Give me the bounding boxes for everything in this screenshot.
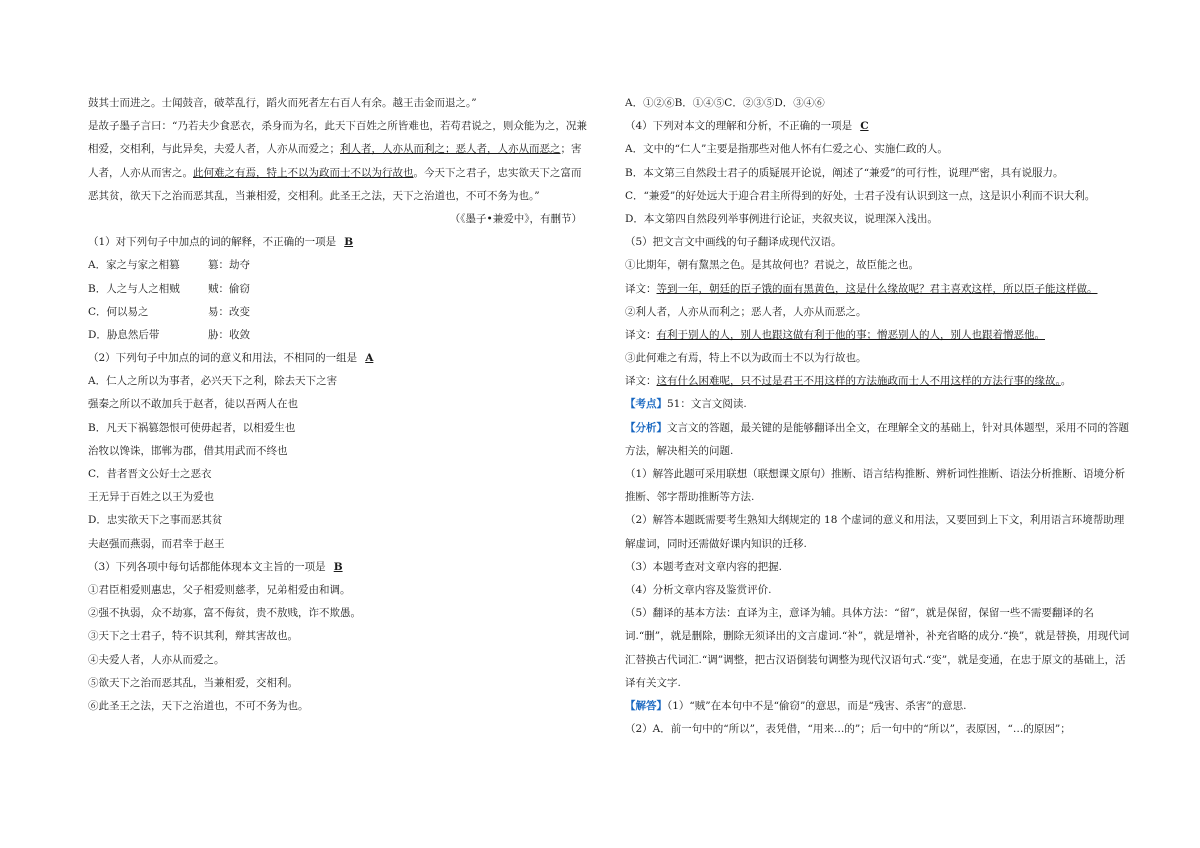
option-line: C．“兼爱”的好处远大于迎合君主所得到的好处，士君子没有认识到这一点，这是识小利而不识大利。: [625, 189, 1096, 202]
option-row: D．胁息然后带 胁：收敛: [88, 328, 250, 341]
option-line: B．凡天下祸篡怨恨可使毋起者，以相爱生也: [88, 421, 296, 434]
option-line: A．文中的“仁人”主要是指那些对他人怀有仁爱之心、实施仁政的人。: [625, 143, 948, 156]
right-column: [625, 92, 1130, 741]
question-3-options: A．①②⑥B．①④⑤C．②③⑤D．③④⑥: [625, 97, 825, 109]
left-column: [88, 92, 588, 718]
option-line: A．仁人之所以为事者，必兴天下之利，除去天下之害: [88, 375, 338, 388]
statement-line: ②强不执弱，众不劫寡，富不侮贫，贵不敖贱，诈不欺愚。: [88, 607, 361, 620]
option-line: 夫赵强而燕弱，而君幸于赵王: [88, 537, 225, 550]
option-row: B．人之与人之相贼 贼：偷窃: [88, 282, 250, 295]
passage-line: 恶其贫，欲天下之治而恶其乱，当兼相爱，交相利。此圣王之法，天下之治道也，不可不务为也。”: [88, 189, 540, 202]
answer: C: [860, 120, 869, 133]
passage-line: 是故子墨子言曰：“乃若夫少食恶衣，杀身而为名，此天下百姓之所皆难也，若苟君说之，则众能为之，况兼: [88, 120, 587, 133]
fenxi-tag: 【分析】: [625, 421, 667, 434]
passage-line: 人者，人亦从而害之。此何难之有焉，特上不以为政而士不以为行故也。今天下之君子，忠实欲天下之富而: [88, 166, 582, 179]
question-3-stem: （3）下列各项中每句话都能体现本文主旨的一项是 B: [88, 556, 588, 579]
question-1-stem: （1）对下列句子中加点的词的解释，不正确的一项是 B: [88, 231, 588, 254]
passage-line: 相爱，交相利，与此异矣，夫爱人者，人亦从而爱之；利人者，人亦从而利之；恶人者，人亦从而恶之；害: [88, 143, 582, 156]
statement-line: ③天下之士君子，特不识其利，辩其害故也。: [88, 630, 298, 643]
kaodian-line: 【考点】51：文言文阅读.: [625, 398, 747, 411]
answer: B: [333, 560, 343, 573]
analysis-line: （5）翻译的基本方法：直译为主，意译为辅。具体方法：“留”，就是保留，保留一些不需要翻译的名词.“删”，就是删除，删除无须译出的文言虚词.“补”，就是增补，补充省略的成分.“换”，就是替换，用现代词汇替换古代词汇.“调”调整，把古汉语倒装句调整为现代汉语句式.“变”，就是变通，在忠于原文的基础上，活译有关文字.: [625, 607, 1130, 689]
question-4-stem: （4）下列对本文的理解和分析，不正确的一项是 C: [625, 115, 1130, 138]
underlined-sentence: 利人者，人亦从而利之；恶人者，人亦从而恶之: [340, 143, 561, 156]
option-line: C．昔者晋文公好士之恶衣: [88, 468, 212, 480]
answer: A: [365, 352, 374, 365]
analysis-line: （2）解答本题既需要考生熟知大纲规定的 18 个虚词的意义和用法，又要回到上下文，利用语言环境帮助理解虚词，同时还需做好课内知识的迁移.: [625, 514, 1125, 550]
option-row: A．家之与家之相篡 篡：劫夺: [88, 259, 250, 272]
option-line: 强秦之所以不敢加兵于赵者，徒以吾两人在也: [88, 398, 298, 411]
answer-line: （2）A．前一句中的“所以”，表凭借，“用来…的”；后一句中的“所以”，表原因，“…的原因”；: [625, 723, 1071, 736]
translation-answer: 译文：这有什么困难呢，只不过是君王不用这样的方法施政而士人不用这样的方法行事的缘故。。: [625, 375, 1072, 388]
option-line: B．本文第三自然段士君子的质疑展开论说，阐述了“兼爱”的可行性，说理严密，具有说服力。: [625, 166, 1064, 179]
statement-line: ①君臣相爱则惠忠，父子相爱则慈孝，兄弟相爱由和调。: [88, 583, 351, 596]
analysis-line: （3）本题考查对文章内容的把握.: [625, 560, 783, 573]
translation-answer: 译文：等到一年，朝廷的臣子饿的面有黑黄色，这是什么缘故呢？君主喜欢这样，所以臣子能这样做。: [625, 282, 1098, 295]
question-2-stem: （2）下列句子中加点的词的意义和用法，不相同的一组是 A: [88, 347, 588, 370]
kaodian-tag: 【考点】: [625, 398, 667, 411]
translation-source: ①比期年，朝有黧黑之色。是其故何也？君说之，故臣能之也。: [625, 259, 919, 272]
statement-line: ⑤欲天下之治而恶其乱，当兼相爱，交相利。: [88, 676, 298, 689]
translation-source: ②利人者，人亦从而利之；恶人者，人亦从而恶之。: [625, 305, 867, 318]
option-line: 治牧以馋诛，邯郸为郡，借其用武而不终也: [88, 444, 288, 457]
source-reference: （《墨子•兼爱中》，有删节）: [449, 212, 582, 225]
fenxi-paragraph: 【分析】文言文的答题，最关键的是能够翻译出全文，在理解全文的基础上，针对具体题型，采用不同的答题方法，解决相关的问题.: [625, 421, 1129, 457]
option-row: C．何以易之 易：改变: [88, 305, 250, 318]
statement-line: ⑥此圣王之法，天下之治道也，不可不务为也。: [88, 699, 309, 712]
translation-source: ③此何难之有焉，特上不以为政而士不以为行故也。: [625, 352, 867, 365]
translation-answer: 译文：有利于别人的人，别人也跟这做有利于他的事；憎恶别人的人，别人也跟着憎恶他。: [625, 328, 1045, 341]
jieda-line: 【解答】（1）“贼”在本句中不是“偷窃”的意思，而是“残害、杀害”的意思.: [625, 700, 967, 713]
passage-line: 鼓其士而进之。士闻鼓音，破萃乱行，蹈火而死者左右百人有余。越王击金而退之。”: [88, 97, 477, 109]
option-line: D．忠实欲天下之事而恶其贫: [88, 514, 223, 527]
statement-line: ④夫爱人者，人亦从而爱之。: [88, 653, 225, 666]
jieda-tag: 【解答】: [625, 700, 667, 713]
answer: B: [344, 236, 354, 249]
option-line: D．本文第四自然段列举事例进行论证，夹叙夹议，说理深入浅出。: [625, 212, 938, 225]
analysis-line: （1）解答此题可采用联想（联想课文原句）推断、语言结构推断、辨析词性推断、语法分析推断、语境分析推断、邻字帮助推断等方法.: [625, 468, 1126, 504]
question-5-stem: （5）把文言文中画线的句子翻译成现代汉语。: [625, 236, 842, 249]
analysis-line: （4）分析文章内容及鉴赏评价.: [625, 584, 772, 597]
underlined-sentence: 此何难之有焉，特上不以为政而士不以为行故也: [193, 166, 414, 179]
option-line: 王无异于百姓之以王为爱也: [88, 491, 214, 504]
